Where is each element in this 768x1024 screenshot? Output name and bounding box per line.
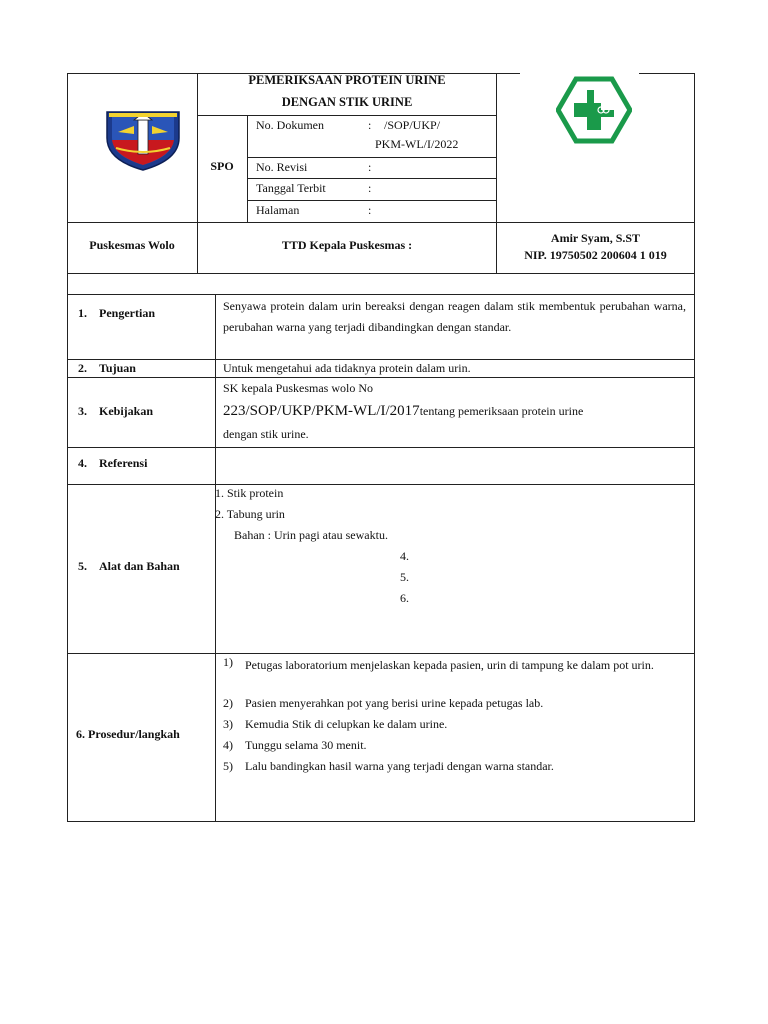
section-number-1: 1. (78, 306, 87, 320)
outer-border-bottom (67, 821, 695, 822)
ttd-label: TTD Kepala Puskesmas : (281, 238, 413, 252)
prosedur-step-number: 3) (223, 717, 233, 731)
no-dokumen-sep: : (368, 118, 372, 132)
tujuan-text: Untuk mengetahui ada tidaknya protein dalam urin. (223, 361, 471, 375)
prosedur-step-number: 1) (223, 655, 233, 669)
kebijakan-line-2 (223, 402, 583, 420)
section-label-alat: Alat dan Bahan (99, 559, 180, 573)
document-title-line-1: PEMERIKSAAN PROTEIN URINE (248, 73, 446, 87)
puskesmas-logo (556, 76, 632, 144)
kebijakan-line-1: SK kepala Puskesmas wolo No (223, 381, 373, 395)
section-label-kebijakan: Kebijakan (99, 404, 154, 418)
field-line-2 (247, 178, 497, 179)
no-dokumen-value-1: /SOP/UKP/ (384, 118, 441, 132)
halaman-label: Halaman (256, 203, 300, 217)
row-line-2 (67, 377, 695, 378)
row-line-3 (67, 447, 695, 448)
halaman-sep: : (368, 203, 372, 217)
alat-bahan: Bahan : Urin pagi atau sewaktu. (234, 528, 388, 542)
spacer-row-line (67, 294, 695, 295)
prosedur-step-number: 2) (223, 696, 233, 710)
alat-item-6: 6. (400, 591, 409, 605)
spo-divider (247, 115, 248, 222)
section-label-referensi: Referensi (99, 456, 148, 470)
head-nip: NIP. 19750502 200604 1 019 (524, 248, 667, 262)
head-name: Amir Syam, S.ST (550, 231, 641, 245)
section-number-5: 5. (78, 559, 87, 573)
alat-item-1: 1. Stik protein (215, 486, 284, 500)
alat-item-4: 4. (400, 549, 409, 563)
document-title-line-2: DENGAN STIK URINE (281, 95, 413, 109)
header-border-top-right (639, 73, 695, 74)
spo-label: SPO (210, 159, 234, 173)
header-row-line (67, 222, 695, 223)
section-col-divider (215, 294, 216, 822)
row-line-5 (67, 653, 695, 654)
title-bottom-line (197, 115, 497, 116)
regional-emblem-logo (104, 108, 182, 172)
tanggal-terbit-sep: : (368, 181, 372, 195)
prosedur-step-text: Petugas laboratorium menjelaskan kepada pasien, urin di tampung ke dalam pot urin. (245, 658, 654, 672)
section-number-2: 2. (78, 361, 87, 375)
section-label-tujuan: Tujuan (99, 361, 136, 375)
no-revisi-label: No. Revisi (256, 160, 308, 174)
section-label-pengertian: Pengertian (99, 306, 155, 320)
field-line-3 (247, 200, 497, 201)
kebijakan-sk-number: 223/SOP/UKP/PKM-WL/I/2017 (223, 403, 420, 419)
section-number-4: 4. (78, 456, 87, 470)
prosedur-step-text: Pasien menyerahkan pot yang berisi urine kepada petugas lab. (245, 696, 544, 710)
no-revisi-sep: : (368, 160, 372, 174)
pengertian-text: Senyawa protein dalam urin bereaksi dengan reagen dalam stik membentuk perubahan warna, perubahan warna yang terjadi dibandingkan dengan standar. (223, 299, 686, 334)
kebijakan-line-3: dengan stik urine. (223, 427, 309, 441)
alat-item-5: 5. (400, 570, 409, 584)
alat-item-2: 2. Tabung urin (215, 507, 285, 521)
prosedur-step-number: 4) (223, 738, 233, 752)
facility-name: Puskesmas Wolo (89, 238, 175, 252)
prosedur-step-text: Lalu bandingkan hasil warna yang terjadi dengan warna standar. (245, 759, 554, 773)
section-number-3: 3. (78, 404, 87, 418)
prosedur-step-number: 5) (223, 759, 233, 773)
prosedur-step-text: Kemudia Stik di celupkan ke dalam urine. (245, 717, 448, 731)
field-line-1 (247, 157, 497, 158)
no-dokumen-label: No. Dokumen (256, 118, 324, 132)
signature-row-line (67, 273, 695, 274)
tanggal-terbit-label: Tanggal Terbit (256, 181, 326, 195)
no-dokumen-value-2: PKM-WL/I/2022 (375, 137, 459, 151)
section-label-prosedur: 6. Prosedur/langkah (76, 727, 180, 741)
kebijakan-sk-subject: tentang pemeriksaan protein urine (419, 404, 584, 418)
row-line-4 (67, 484, 695, 485)
prosedur-step-text: Tunggu selama 30 menit. (245, 738, 367, 752)
row-line-1 (67, 359, 695, 360)
